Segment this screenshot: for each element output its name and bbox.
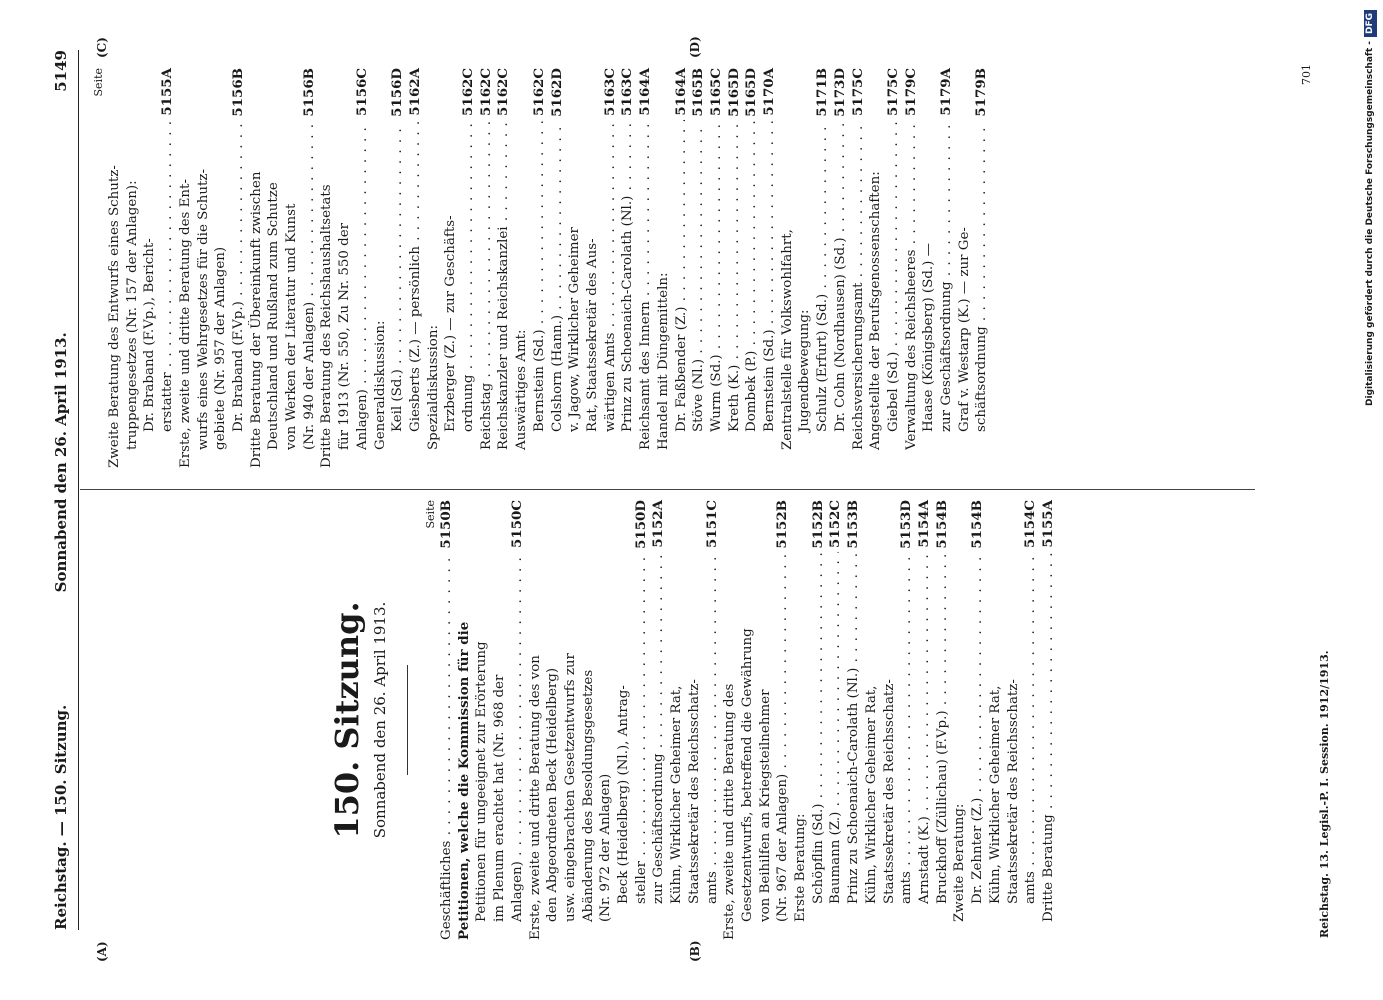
toc-entry: [761, 68, 779, 468]
toc-line: Generaldiskussion:: [372, 320, 388, 450]
toc-entry: [810, 500, 828, 940]
toc-entry-text: amts . . .: [1022, 552, 1040, 904]
toc-entry: [460, 68, 478, 468]
toc-line: (Nr. 972 der Anlagen): [598, 773, 614, 922]
toc-line: Staatssekretär des Reichsschatz-: [1005, 679, 1021, 904]
toc-entry: [438, 500, 456, 940]
toc-page-ref: 5162C: [460, 68, 477, 116]
toc-entry-text: Schulz (Erfurt) (Sd.) . . .: [814, 121, 832, 432]
toc-entry: [827, 500, 845, 940]
toc-entry-text: Dr. Braband (F.Vp.) . . .: [230, 121, 248, 432]
toc-page-ref: 5179A: [938, 68, 955, 116]
toc-entry: [814, 68, 832, 468]
toc-line: Zweite Beratung:: [952, 803, 968, 922]
toc-line: v. Jagow, Wirklicher Geheimer: [567, 227, 583, 432]
toc-line: wurfs eines Wehrgesetzes für die Schutz-: [195, 168, 211, 450]
toc-entry: [407, 68, 425, 468]
title-rule: [407, 665, 408, 775]
toc-line: Rat, Staatssekretär des Aus-: [584, 238, 600, 432]
margin-mark-c: (C): [95, 37, 109, 58]
toc-line: Dritte Beratung des Reichshaushaltsetats: [319, 184, 335, 468]
toc-line: Dr. Braband (F.Vp.), Bericht-: [142, 238, 158, 432]
toc-page-ref: 5150B: [438, 500, 454, 549]
toc-page-ref: 5170A: [761, 68, 778, 116]
toc-entry-text: Arnstadt (K.) . . .: [916, 552, 934, 904]
toc-entry: [969, 500, 987, 940]
toc-line: Erste Beratung:: [793, 813, 809, 922]
toc-line: Erzberger (Z.) — zur Geschäfts-: [443, 215, 459, 432]
toc-line: Petitionen für ungeeignet zur Erörterung: [474, 641, 490, 922]
toc-line: Jugendbewegung:: [797, 309, 813, 432]
toc-entry-text: schäftsordnung . . .: [973, 121, 991, 432]
toc-entry-text: ordnung . . .: [460, 120, 478, 432]
toc-line: usw. eingebrachten Gesetzentwurfs zur: [562, 653, 578, 922]
toc-line: Erste, zweite und dritte Beratung des von: [527, 655, 543, 940]
side-credit: [1362, 10, 1378, 990]
toc-entry: [619, 68, 637, 468]
toc-entry: [832, 68, 850, 468]
toc-page-ref: 5162C: [495, 68, 512, 116]
toc-page-ref: 5175C: [849, 68, 866, 116]
toc-page-ref: 5165B: [690, 68, 707, 117]
toc-page-ref: 5156B: [300, 68, 317, 117]
toc-line: Abänderung des Besoldungsgesetzes: [580, 669, 596, 922]
toc-page-ref: 5162D: [548, 68, 565, 117]
toc-line: Kühn, Wirklicher Geheimer Rat,: [863, 685, 879, 904]
toc-page-ref: 5150C: [508, 500, 525, 548]
toc-entry: [354, 68, 372, 468]
toc-entry: [478, 68, 496, 468]
toc-page-ref: 5152B: [774, 500, 791, 549]
toc-line: Graf v. Westarp (K.) — zur Ge-: [956, 227, 972, 432]
toc-page-ref: 5165D: [725, 68, 742, 117]
header-left: Reichstag. — 150. Sitzung.: [52, 704, 70, 930]
toc-page-ref: 5153B: [845, 500, 862, 549]
toc-line: Deutschland und Rußland zum Schutze: [266, 182, 282, 450]
toc-line: Kühn, Wirklicher Geheimer Rat,: [669, 685, 685, 904]
toc-entry: [903, 68, 921, 468]
toc-entry-text: Bernstein (Sd.) . . .: [531, 120, 549, 432]
toc-line: von Werken der Literatur und Kunst: [284, 203, 300, 450]
toc-entry: [531, 68, 549, 468]
toc-entry-text: amts . . .: [898, 553, 916, 904]
toc-line: Erste, zweite und dritte Beratung des: [722, 683, 738, 940]
toc-entry: [845, 500, 863, 940]
toc-line: Handel mit Düngemitteln:: [655, 272, 671, 450]
toc-entry-text: Kreth (K.) . . .: [726, 121, 744, 432]
toc-page-ref: 5162A: [406, 68, 423, 116]
toc-entry: [774, 500, 792, 940]
toc-page-ref: 5152C: [827, 500, 844, 548]
toc-entry-text: Reichsversicherungsamt . . .: [850, 120, 868, 450]
toc-entry: [495, 68, 513, 468]
toc-entry-text: Schöpflin (Sd.) . . .: [810, 553, 828, 904]
toc-line: im Plenum erachtet hat (Nr. 968 der: [492, 674, 508, 922]
toc-entry-text: Reichstag . . .: [478, 120, 496, 450]
toc-entry: [934, 500, 952, 940]
toc-entry: [673, 68, 691, 468]
header-rule: [78, 50, 79, 930]
toc-entry-text: zur Geschäftsordnung . . .: [650, 552, 668, 904]
toc-entry: [916, 500, 934, 940]
toc-entry-text: Prinz zu Schoenaich-Carolath (Nl.) . . .: [845, 553, 863, 904]
toc-page-ref: 5162C: [477, 68, 494, 116]
side-credit-text: [1362, 10, 1378, 990]
toc-entry-text: (Nr. 940 der Anlagen) . . .: [301, 121, 319, 450]
toc-entry: [885, 68, 903, 468]
toc-page-ref: 5154B: [969, 500, 986, 549]
toc-entry: [1040, 500, 1058, 940]
toc-entry-text: amts . . .: [704, 552, 722, 904]
toc-entry: [509, 500, 527, 940]
toc-entry-text: Anlagen) . . .: [509, 552, 527, 922]
toc-page-ref: 5164A: [672, 68, 689, 116]
toc-entry: [850, 68, 868, 468]
toc-page-ref: 5155A: [159, 68, 176, 116]
seite-label-right: Seite: [92, 68, 105, 97]
toc-line: Zweite Beratung des Entwurfs eines Schutz-: [107, 165, 122, 468]
toc-line: Erste, zweite und dritte Beratung des Ent-: [177, 179, 193, 468]
toc-line: Spezialdiskussion:: [425, 325, 441, 450]
page-number: 5149: [52, 50, 70, 92]
toc-entry-text: Stöve (Nl.) . . .: [690, 121, 708, 432]
toc-page-ref: 5151C: [703, 500, 720, 548]
toc-entry: [938, 68, 956, 468]
toc-entry: [1022, 500, 1040, 940]
toc-entry-text: Wurm (Sd.) . . .: [708, 120, 726, 432]
toc-page-ref: 5154A: [915, 500, 932, 548]
toc-line: Kühn, Wirklicher Geheimer Rat,: [987, 685, 1003, 904]
toc-entry-text: zur Geschäftsordnung . . .: [938, 120, 956, 432]
toc-page-ref: 5153D: [898, 500, 915, 549]
running-header: [52, 50, 76, 930]
toc-entry: [973, 68, 991, 468]
toc-entry-text: erstatter . . .: [159, 120, 177, 432]
toc-line: Dritte Beratung der Übereinkunft zwischen: [248, 171, 264, 468]
left-column: [92, 500, 1058, 940]
toc-entry: [159, 68, 177, 468]
toc-entry-text: Dritte Beratung . . .: [1040, 552, 1058, 922]
toc-entry-text: Verwaltung des Reichsheeres . . .: [903, 120, 921, 450]
header-right: [52, 50, 70, 592]
toc-entry-text: Keil (Sd.) . . .: [389, 121, 407, 432]
toc-line: Staatssekretär des Reichsschatz-: [881, 679, 897, 904]
session-title: 150. Sitzung.: [328, 601, 366, 839]
toc-page-ref: 5165C: [707, 68, 724, 116]
toc-page-ref: 5155A: [1039, 500, 1056, 548]
toc-page-ref: 5175C: [884, 68, 901, 116]
toc-line: gebiete (Nr. 957 der Anlagen): [213, 246, 229, 450]
dfg-badge: DFG: [1364, 10, 1377, 37]
toc-entry-text: (Nr. 967 der Anlagen) . . .: [774, 553, 792, 922]
toc-entry-text: Dr. Cohn (Nordhausen) (Sd.) . . .: [832, 121, 850, 432]
toc-entry-text: wärtigen Amts . . .: [602, 120, 620, 432]
seite-label-left: Seite: [424, 500, 437, 529]
toc-entry: [637, 68, 655, 468]
toc-page-ref: 5165D: [743, 68, 760, 117]
toc-line: für 1913 (Nr. 550, Zu Nr. 550 der: [337, 222, 353, 450]
toc-entry: [704, 500, 722, 940]
margin-mark-b: (B): [688, 940, 702, 962]
toc-entry-text: Dr. Faßbender (Z.) . . .: [673, 120, 691, 432]
toc-page-ref: 5179B: [973, 68, 990, 117]
toc-page-ref: 5162C: [530, 68, 547, 116]
toc-entry-text: steller . . .: [633, 553, 651, 904]
toc-page-ref: 5150D: [632, 500, 649, 549]
toc-line: von Beihilfen an Kriegsteilnehmer: [757, 689, 773, 922]
toc-entry: [743, 68, 761, 468]
left-toc-entries: [438, 500, 1058, 940]
toc-page-ref: 5163C: [601, 68, 618, 116]
header-date: Sonnabend den 26. April 1913.: [52, 332, 70, 593]
toc-entry: [230, 68, 248, 468]
toc-page-ref: 5154C: [1022, 500, 1039, 548]
toc-entry: [898, 500, 916, 940]
toc-entry-text: Bruckhoff (Züllichau) (F.Vp.) . . .: [934, 553, 952, 904]
toc-line: Staatssekretär des Reichsschatz-: [686, 679, 702, 904]
toc-entry-text: Giesberts (Z.) — persönlich . . .: [407, 120, 425, 432]
toc-page-ref: 5152B: [809, 500, 826, 549]
toc-page-ref: 5171B: [814, 68, 831, 117]
right-column: [92, 68, 991, 468]
toc-page-ref: 5156B: [229, 68, 246, 117]
footer-number: 701: [1300, 64, 1313, 85]
toc-entry-text: Geschäftliches . . .: [438, 553, 456, 940]
margin-mark-d: (D): [688, 36, 702, 58]
toc-entry: [549, 68, 567, 468]
toc-line: Petitionen, welche die Kommission für die: [455, 621, 472, 940]
toc-line: Haase (Königsberg) (Sd.) —: [921, 242, 937, 432]
toc-page-ref: 5173D: [831, 68, 848, 117]
footer-session: Reichstag. 13. Legisl.-P. I. Session. 1912/1913.: [1318, 650, 1331, 938]
toc-entry-text: Colshorn (Hann.) . . .: [549, 121, 567, 432]
toc-entry: [389, 68, 407, 468]
toc-page-ref: 5179C: [902, 68, 919, 116]
toc-page-ref: 5156C: [353, 68, 370, 116]
toc-entry: [708, 68, 726, 468]
toc-line: den Abgeordneten Beck (Heidelberg): [545, 667, 561, 922]
toc-entry-text: Bernstein (Sd.) . . .: [761, 120, 779, 432]
toc-line: Angestellte der Berufsgenossenschaften:: [868, 171, 884, 450]
toc-line: Gesetzentwurfs, betreffend die Gewährung: [739, 628, 755, 922]
column-divider: [80, 489, 1255, 490]
toc-page-ref: 5152A: [650, 500, 667, 548]
toc-entry: [301, 68, 319, 468]
toc-page-ref: 5156D: [389, 68, 406, 117]
toc-entry: [602, 68, 620, 468]
toc-page-ref: 5154B: [933, 500, 950, 549]
toc-entry-text: Baumann (Z.) . . .: [827, 552, 845, 904]
toc-line: Zentralstelle für Volkswohlfahrt,: [779, 229, 795, 450]
toc-entry: [633, 500, 651, 940]
toc-entry-text: Anlagen) . . .: [354, 120, 372, 450]
toc-entry-text: Dombek (P.) . . .: [743, 121, 761, 432]
credit-text: Digitalisierung gefördert durch die Deutsche Forschungsgemeinschaft -: [1365, 41, 1375, 406]
toc-entry-text: Giebel (Sd.) . . .: [885, 120, 903, 432]
toc-line: Beck (Heidelberg) (Nl.), Antrag-: [616, 685, 632, 904]
toc-entry-text: Reichsamt des Innern . . .: [637, 120, 655, 450]
toc-entry: [690, 68, 708, 468]
toc-line: truppengesetzes (Nr. 157 der Anlagen):: [124, 180, 140, 450]
toc-page-ref: 5164A: [637, 68, 654, 116]
toc-entry: [726, 68, 744, 468]
toc-line: Auswärtiges Amt:: [514, 329, 530, 450]
toc-entry-text: Dr. Zehnter (Z.) . . .: [969, 553, 987, 904]
session-date: Sonnabend den 26. April 1913.: [371, 601, 389, 839]
right-toc-entries: [106, 68, 991, 468]
toc-entry-text: Prinz zu Schoenaich-Carolath (Nl.) . . .: [619, 120, 637, 432]
margin-mark-a: (A): [95, 941, 109, 962]
toc-entry: [650, 500, 668, 940]
toc-entry-text: Reichskanzler und Reichskanzlei . . .: [495, 120, 513, 450]
toc-page-ref: 5163C: [619, 68, 636, 116]
